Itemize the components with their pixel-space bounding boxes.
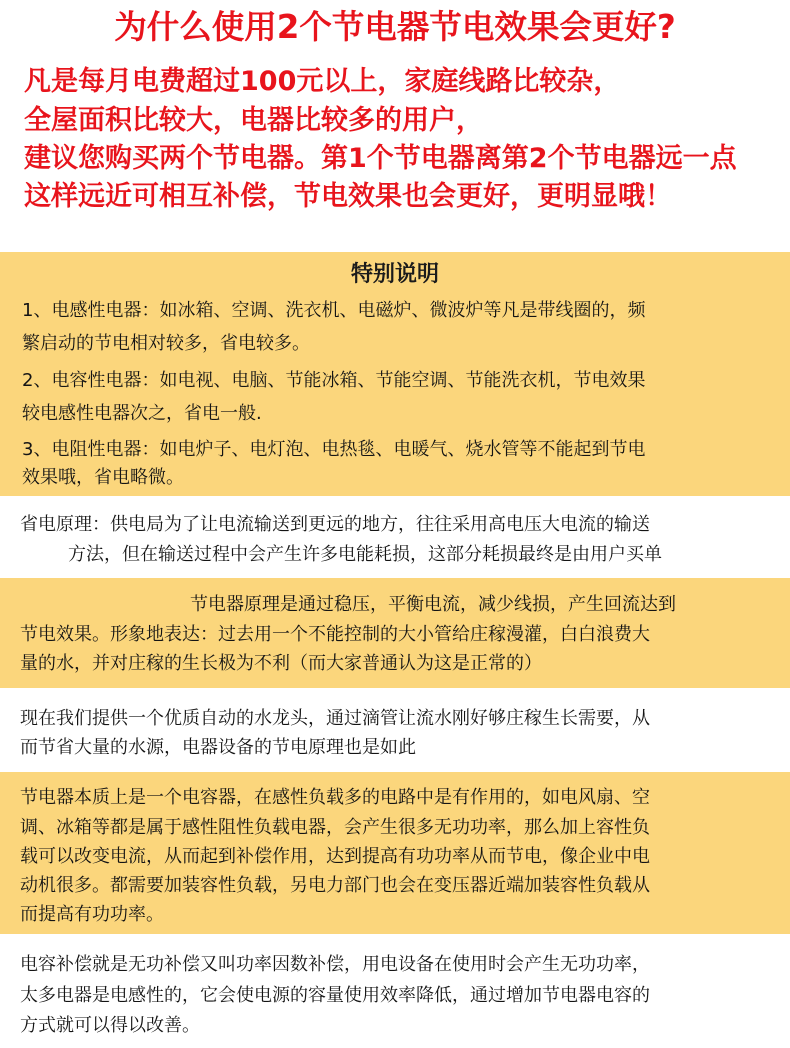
header-line-1: 凡是每月电费超过100元以上，家庭线路比较杂， [24,66,621,97]
principle-panel [0,500,790,572]
device-principle-line: 量的水，并对庄稼的生长极为不利（而大家普通认为这是正常的） [20,653,542,674]
compensation-line: 方式就可以得以改善。 [20,1015,200,1036]
header-line-4: 这样远近可相互补偿，节电效果也会更好，更明显哦！ [24,181,672,212]
header-line-3: 建议您购买两个节电器。第1个节电器离第2个节电器远一点 [24,143,737,174]
special-note-line: 2、电容性电器：如电视、电脑、节能冰箱、节能空调、节能洗衣机，节电效果 [22,370,646,391]
essence-line: 而提高有功功率。 [20,904,164,925]
essence-line: 节电器本质上是一个电容器，在感性负载多的电路中是有作用的，如电风扇、空 [20,787,650,808]
faucet-panel [0,694,790,768]
compensation-line: 电容补偿就是无功补偿又叫功率因数补偿，用电设备在使用时会产生无功功率， [20,954,650,975]
faucet-line: 现在我们提供一个优质自动的水龙头，通过滴管让流水刚好够庄稼生长需要，从 [20,708,650,729]
essence-line: 载可以改变电流，从而起到补偿作用，达到提高有功功率从而节电，像企业中电 [20,846,650,867]
special-note-title: 特别说明 [350,262,439,287]
compensation-panel [0,938,790,1048]
device-principle-line: 节电器原理是通过稳压，平衡电流，减少线损，产生回流达到 [190,594,676,615]
special-note-line: 较电感性电器次之，省电一般. [22,403,262,424]
essence-line: 动机很多。都需要加装容性负载，另电力部门也会在变压器近端加装容性负载从 [20,875,650,896]
header-line-2: 全屋面积比较大，电器比较多的用户， [24,105,483,136]
compensation-line: 太多电器是电感性的，它会使电源的容量使用效率降低，通过增加节电器电容的 [20,985,650,1006]
principle-line: 省电原理：供电局为了让电流输送到更远的地方，往往采用高电压大电流的输送 [20,514,650,535]
essence-panel [0,772,790,934]
special-note-line: 1、电感性电器：如冰箱、空调、洗衣机、电磁炉、微波炉等凡是带线圈的，频 [22,300,646,321]
faucet-line: 而节省大量的水源，电器设备的节电原理也是如此 [20,737,416,758]
special-note-panel [0,252,790,496]
principle-line: 方法，但在输送过程中会产生许多电能耗损，这部分耗损最终是由用户买单 [68,544,662,565]
special-note-line: 3、电阻性电器：如电炉子、电灯泡、电热毯、电暖气、烧水管等不能起到节电 [22,439,646,460]
page-title: 为什么使用2个节电器节电效果会更好? [114,8,676,46]
special-note-line: 效果哦，省电略微。 [22,467,184,488]
essence-line: 调、冰箱等都是属于感性阻性负载电器，会产生很多无功功率，那么加上容性负 [20,817,650,838]
special-note-line: 繁启动的节电相对较多，省电较多。 [22,333,310,354]
device-principle-panel [0,578,790,688]
device-principle-line: 节电效果。形象地表达：过去用一个不能控制的大小管给庄稼漫灌，白白浪费大 [20,624,650,645]
